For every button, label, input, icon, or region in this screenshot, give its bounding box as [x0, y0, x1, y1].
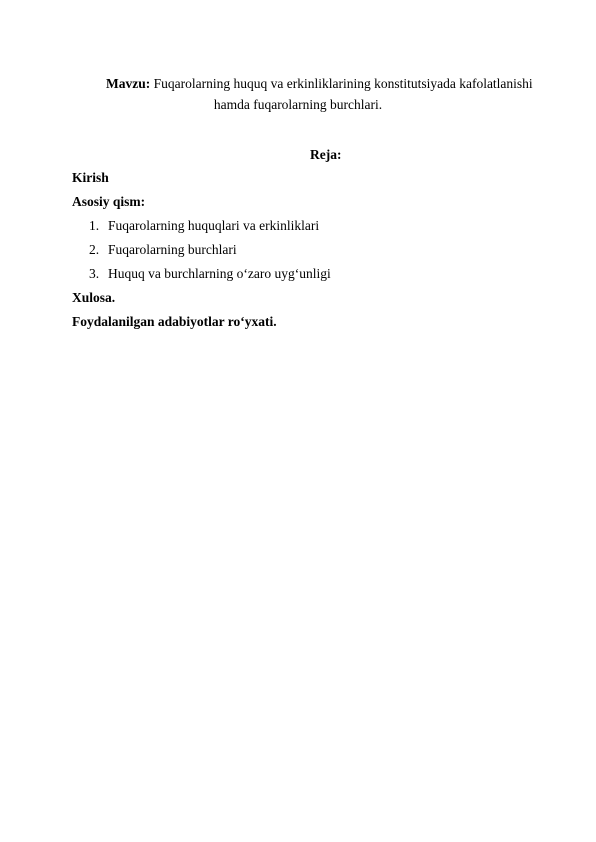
main-part-list: [72, 214, 331, 286]
list-item-number: 2.: [89, 242, 100, 257]
list-item-text: Fuqarolarning burchlari: [108, 242, 237, 257]
list-item-text: Fuqarolarning huquqlari va erkinliklari: [108, 218, 320, 233]
topic-title-line-2: hamda fuqarolarning burchlari.: [213, 97, 383, 112]
topic-block: [72, 73, 533, 115]
plan-outline: [72, 166, 331, 334]
list-item-number: 1.: [89, 218, 100, 233]
topic-line-1: [72, 73, 533, 94]
conclusion-heading: Xulosa.: [72, 290, 116, 305]
main-part-heading: Asosiy qism:: [72, 194, 146, 209]
list-item-text: Huquq va burchlarning o‘zaro uyg‘unligi: [108, 266, 331, 281]
list-item: [72, 238, 331, 262]
topic-title-line-1: Fuqarolarning huquq va erkinliklarining konstitutsiyada kafolatlanishi: [153, 76, 533, 91]
list-item: [72, 262, 331, 286]
plan-heading: Reja:: [310, 147, 342, 162]
intro-heading: Kirish: [72, 170, 109, 185]
list-item: [72, 214, 331, 238]
references-heading: Foydalanilgan adabiyotlar ro‘yxati.: [72, 314, 277, 329]
topic-label: Mavzu:: [106, 76, 151, 91]
list-item-number: 3.: [89, 266, 100, 281]
